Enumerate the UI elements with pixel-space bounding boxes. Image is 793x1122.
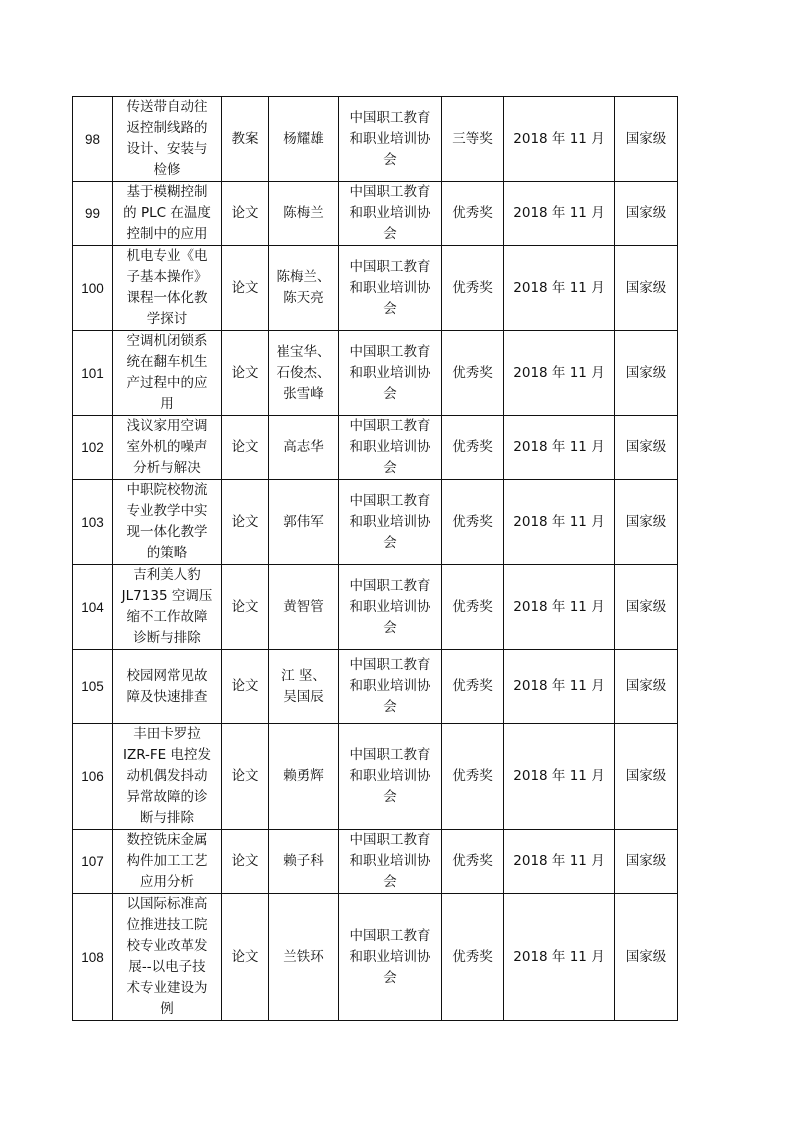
cell-level: 国家级 bbox=[615, 830, 678, 894]
cell-organization bbox=[339, 650, 442, 724]
cell-type: 论文 bbox=[222, 246, 269, 331]
cell-organization-line: 会 bbox=[383, 969, 397, 986]
cell-award: 优秀奖 bbox=[442, 480, 504, 565]
cell-title-line: 应用分析 bbox=[140, 874, 194, 890]
cell-type: 论文 bbox=[222, 331, 269, 416]
cell-authors bbox=[269, 480, 339, 565]
cell-title-line: 中职院校物流 bbox=[126, 482, 208, 498]
cell-organization-line: 会 bbox=[383, 300, 397, 317]
cell-organization-line: 和职业培训协 bbox=[349, 364, 431, 381]
cell-title-line: 的策略 bbox=[146, 545, 188, 561]
cell-organization-line: 和职业培训协 bbox=[349, 853, 431, 869]
cell-date: 2018 年 11 月 bbox=[504, 565, 615, 650]
cell-title-line: 控制中的应用 bbox=[126, 226, 208, 242]
cell-organization-line: 中国职工教育 bbox=[349, 184, 431, 200]
cell-title-line: 位推进技工院 bbox=[126, 917, 208, 933]
cell-authors-line: 陈梅兰 bbox=[283, 205, 324, 221]
cell-level: 国家级 bbox=[615, 650, 678, 724]
cell-organization-line: 中国职工教育 bbox=[349, 492, 431, 509]
cell-organization-line: 会 bbox=[383, 789, 397, 805]
cell-organization-line: 会 bbox=[383, 385, 397, 402]
cell-title-line: 数控铣床金属 bbox=[126, 832, 208, 848]
cell-organization-line: 和职业培训协 bbox=[349, 279, 431, 296]
cell-authors-line: 赖子科 bbox=[283, 853, 324, 869]
cell-organization-line: 和职业培训协 bbox=[349, 439, 431, 455]
cell-level: 国家级 bbox=[615, 894, 678, 1021]
table-row bbox=[73, 565, 678, 650]
cell-title-line: 展--以电子技 bbox=[128, 959, 206, 975]
cell-title-line: 浅议家用空调 bbox=[126, 418, 208, 434]
cell-organization bbox=[339, 565, 442, 650]
cell-date: 2018 年 11 月 bbox=[504, 724, 615, 830]
cell-authors-line: 崔宝华、 bbox=[276, 343, 331, 360]
table-row bbox=[73, 480, 678, 565]
cell-number: 101 bbox=[73, 331, 113, 416]
cell-award: 优秀奖 bbox=[442, 565, 504, 650]
table-row bbox=[73, 724, 678, 830]
cell-authors bbox=[269, 565, 339, 650]
cell-award: 优秀奖 bbox=[442, 246, 504, 331]
cell-type: 论文 bbox=[222, 416, 269, 480]
cell-title-line: 异常故障的诊 bbox=[126, 789, 208, 805]
cell-type: 论文 bbox=[222, 182, 269, 246]
cell-organization-line: 中国职工教育 bbox=[349, 577, 431, 594]
cell-type: 论文 bbox=[222, 565, 269, 650]
cell-title bbox=[113, 565, 222, 650]
cell-authors-line: 杨耀雄 bbox=[283, 130, 324, 147]
cell-title-line: 丰田卡罗拉 bbox=[133, 726, 201, 742]
cell-date: 2018 年 11 月 bbox=[504, 182, 615, 246]
cell-type: 论文 bbox=[222, 650, 269, 724]
cell-authors-line: 兰铁环 bbox=[283, 948, 324, 965]
cell-title-line: IZR-FE 电控发 bbox=[122, 747, 212, 763]
cell-level: 国家级 bbox=[615, 97, 678, 182]
table-body bbox=[73, 97, 678, 1021]
cell-title-line: 分析与解决 bbox=[133, 460, 201, 476]
cell-organization-line: 中国职工教育 bbox=[349, 258, 431, 275]
cell-organization-line: 会 bbox=[383, 874, 397, 890]
cell-title-line: 专业教学中实 bbox=[126, 503, 208, 519]
awards-table bbox=[72, 96, 678, 1021]
cell-authors-line: 郭伟军 bbox=[283, 513, 324, 530]
cell-organization bbox=[339, 416, 442, 480]
cell-level: 国家级 bbox=[615, 480, 678, 565]
cell-title bbox=[113, 650, 222, 724]
cell-level: 国家级 bbox=[615, 182, 678, 246]
cell-organization-line: 会 bbox=[383, 151, 397, 168]
cell-title-line: 动机偶发抖动 bbox=[126, 768, 208, 784]
cell-award: 优秀奖 bbox=[442, 416, 504, 480]
cell-date: 2018 年 11 月 bbox=[504, 416, 615, 480]
cell-date: 2018 年 11 月 bbox=[504, 480, 615, 565]
cell-authors bbox=[269, 830, 339, 894]
cell-date: 2018 年 11 月 bbox=[504, 331, 615, 416]
cell-title-line: 诊断与排除 bbox=[133, 630, 201, 646]
table-row bbox=[73, 894, 678, 1021]
cell-authors-line: 陈天亮 bbox=[283, 290, 324, 306]
cell-date: 2018 年 11 月 bbox=[504, 97, 615, 182]
cell-type: 论文 bbox=[222, 480, 269, 565]
cell-authors-line: 赖勇辉 bbox=[283, 768, 324, 784]
cell-authors bbox=[269, 894, 339, 1021]
cell-title-line: 现一体化教学 bbox=[126, 524, 208, 540]
cell-authors bbox=[269, 331, 339, 416]
cell-title-line: 例 bbox=[160, 1001, 174, 1017]
cell-organization-line: 中国职工教育 bbox=[349, 832, 431, 848]
cell-title bbox=[113, 331, 222, 416]
table-row bbox=[73, 331, 678, 416]
cell-type: 教案 bbox=[222, 97, 269, 182]
cell-award: 优秀奖 bbox=[442, 182, 504, 246]
cell-title-line: 以国际标准高 bbox=[126, 896, 208, 912]
table-row bbox=[73, 830, 678, 894]
cell-title-line: 的 PLC 在温度 bbox=[123, 205, 211, 221]
table-row bbox=[73, 650, 678, 724]
cell-organization-line: 和职业培训协 bbox=[349, 678, 431, 694]
cell-number: 99 bbox=[73, 182, 113, 246]
cell-title-line: 课程一体化教 bbox=[126, 290, 208, 306]
cell-date: 2018 年 11 月 bbox=[504, 894, 615, 1021]
cell-date: 2018 年 11 月 bbox=[504, 246, 615, 331]
cell-organization-line: 会 bbox=[383, 699, 397, 715]
cell-authors bbox=[269, 97, 339, 182]
cell-organization-line: 中国职工教育 bbox=[349, 343, 431, 360]
cell-authors bbox=[269, 246, 339, 331]
cell-level: 国家级 bbox=[615, 416, 678, 480]
cell-level: 国家级 bbox=[615, 724, 678, 830]
cell-date: 2018 年 11 月 bbox=[504, 650, 615, 724]
cell-title bbox=[113, 246, 222, 331]
cell-authors bbox=[269, 724, 339, 830]
cell-organization-line: 中国职工教育 bbox=[349, 109, 431, 126]
cell-organization bbox=[339, 894, 442, 1021]
cell-type: 论文 bbox=[222, 894, 269, 1021]
cell-title bbox=[113, 97, 222, 182]
cell-level: 国家级 bbox=[615, 246, 678, 331]
cell-type: 论文 bbox=[222, 724, 269, 830]
cell-organization-line: 中国职工教育 bbox=[349, 747, 431, 763]
cell-title bbox=[113, 480, 222, 565]
cell-number: 102 bbox=[73, 416, 113, 480]
cell-title-line: 学探讨 bbox=[146, 311, 188, 327]
cell-organization-line: 和职业培训协 bbox=[349, 513, 431, 530]
cell-number: 107 bbox=[73, 830, 113, 894]
cell-date: 2018 年 11 月 bbox=[504, 830, 615, 894]
cell-title-line: 返控制线路的 bbox=[126, 120, 208, 136]
table-row bbox=[73, 182, 678, 246]
cell-number: 98 bbox=[73, 97, 113, 182]
cell-title bbox=[113, 416, 222, 480]
cell-title bbox=[113, 182, 222, 246]
cell-organization-line: 和职业培训协 bbox=[349, 768, 431, 784]
cell-authors bbox=[269, 416, 339, 480]
cell-title-line: 机电专业《电 bbox=[126, 248, 208, 264]
cell-title-line: 缩不工作故障 bbox=[126, 609, 208, 625]
cell-number: 108 bbox=[73, 894, 113, 1021]
cell-organization-line: 和职业培训协 bbox=[349, 205, 431, 221]
cell-authors bbox=[269, 650, 339, 724]
cell-award: 优秀奖 bbox=[442, 331, 504, 416]
cell-authors-line: 张雪峰 bbox=[283, 385, 324, 402]
cell-type: 论文 bbox=[222, 830, 269, 894]
cell-title bbox=[113, 724, 222, 830]
cell-award: 优秀奖 bbox=[442, 894, 504, 1021]
cell-title-line: 校专业改革发 bbox=[126, 938, 208, 954]
cell-title bbox=[113, 894, 222, 1021]
cell-title-line: 构件加工工艺 bbox=[126, 853, 208, 869]
cell-title-line: 产过程中的应 bbox=[126, 375, 208, 391]
cell-organization-line: 和职业培训协 bbox=[349, 598, 431, 615]
cell-title-line: 基于模糊控制 bbox=[126, 184, 208, 200]
cell-number: 104 bbox=[73, 565, 113, 650]
cell-authors bbox=[269, 182, 339, 246]
cell-organization bbox=[339, 97, 442, 182]
cell-title-line: 断与排除 bbox=[140, 810, 194, 826]
cell-title-line: 子基本操作》 bbox=[126, 269, 208, 285]
cell-organization-line: 会 bbox=[383, 226, 397, 242]
cell-organization-line: 中国职工教育 bbox=[349, 927, 431, 944]
cell-title-line: 术专业建设为 bbox=[126, 980, 208, 996]
cell-award: 三等奖 bbox=[442, 97, 504, 182]
cell-title-line: 校园网常见故 bbox=[126, 667, 208, 684]
cell-title-line: 传送带自动往 bbox=[126, 99, 208, 115]
cell-organization bbox=[339, 480, 442, 565]
table-row bbox=[73, 97, 678, 182]
cell-organization bbox=[339, 724, 442, 830]
cell-title-line: 室外机的噪声 bbox=[126, 439, 208, 455]
cell-authors-line: 黄智管 bbox=[283, 598, 324, 615]
cell-authors-line: 吴国辰 bbox=[283, 688, 324, 705]
cell-organization bbox=[339, 331, 442, 416]
cell-authors-line: 石俊杰、 bbox=[276, 364, 331, 381]
cell-title-line: 用 bbox=[160, 396, 174, 412]
cell-title-line: 吉利美人豹 bbox=[133, 567, 201, 583]
cell-title-line: 检修 bbox=[153, 162, 181, 178]
cell-organization bbox=[339, 830, 442, 894]
cell-title-line: 设计、安装与 bbox=[126, 141, 208, 157]
cell-organization-line: 中国职工教育 bbox=[349, 657, 431, 673]
cell-organization-line: 和职业培训协 bbox=[349, 130, 431, 147]
cell-number: 105 bbox=[73, 650, 113, 724]
cell-number: 106 bbox=[73, 724, 113, 830]
cell-title-line: 障及快速排查 bbox=[126, 688, 208, 705]
table-row bbox=[73, 416, 678, 480]
cell-authors-line: 陈梅兰、 bbox=[276, 269, 331, 285]
cell-organization-line: 会 bbox=[383, 619, 397, 636]
cell-organization-line: 中国职工教育 bbox=[349, 418, 431, 434]
cell-number: 100 bbox=[73, 246, 113, 331]
cell-title bbox=[113, 830, 222, 894]
cell-organization-line: 会 bbox=[383, 460, 397, 476]
table-row bbox=[73, 246, 678, 331]
cell-level: 国家级 bbox=[615, 565, 678, 650]
cell-organization bbox=[339, 246, 442, 331]
cell-organization-line: 和职业培训协 bbox=[349, 948, 431, 965]
cell-award: 优秀奖 bbox=[442, 650, 504, 724]
cell-organization-line: 会 bbox=[383, 534, 397, 551]
cell-level: 国家级 bbox=[615, 331, 678, 416]
cell-title-line: JL7135 空调压 bbox=[121, 588, 213, 604]
cell-number: 103 bbox=[73, 480, 113, 565]
cell-title-line: 统在翻车机生 bbox=[126, 354, 208, 370]
cell-award: 优秀奖 bbox=[442, 830, 504, 894]
cell-title-line: 空调机闭锁系 bbox=[126, 333, 208, 349]
cell-award: 优秀奖 bbox=[442, 724, 504, 830]
cell-authors-line: 江 坚、 bbox=[281, 667, 326, 684]
cell-organization bbox=[339, 182, 442, 246]
cell-authors-line: 高志华 bbox=[283, 439, 324, 455]
